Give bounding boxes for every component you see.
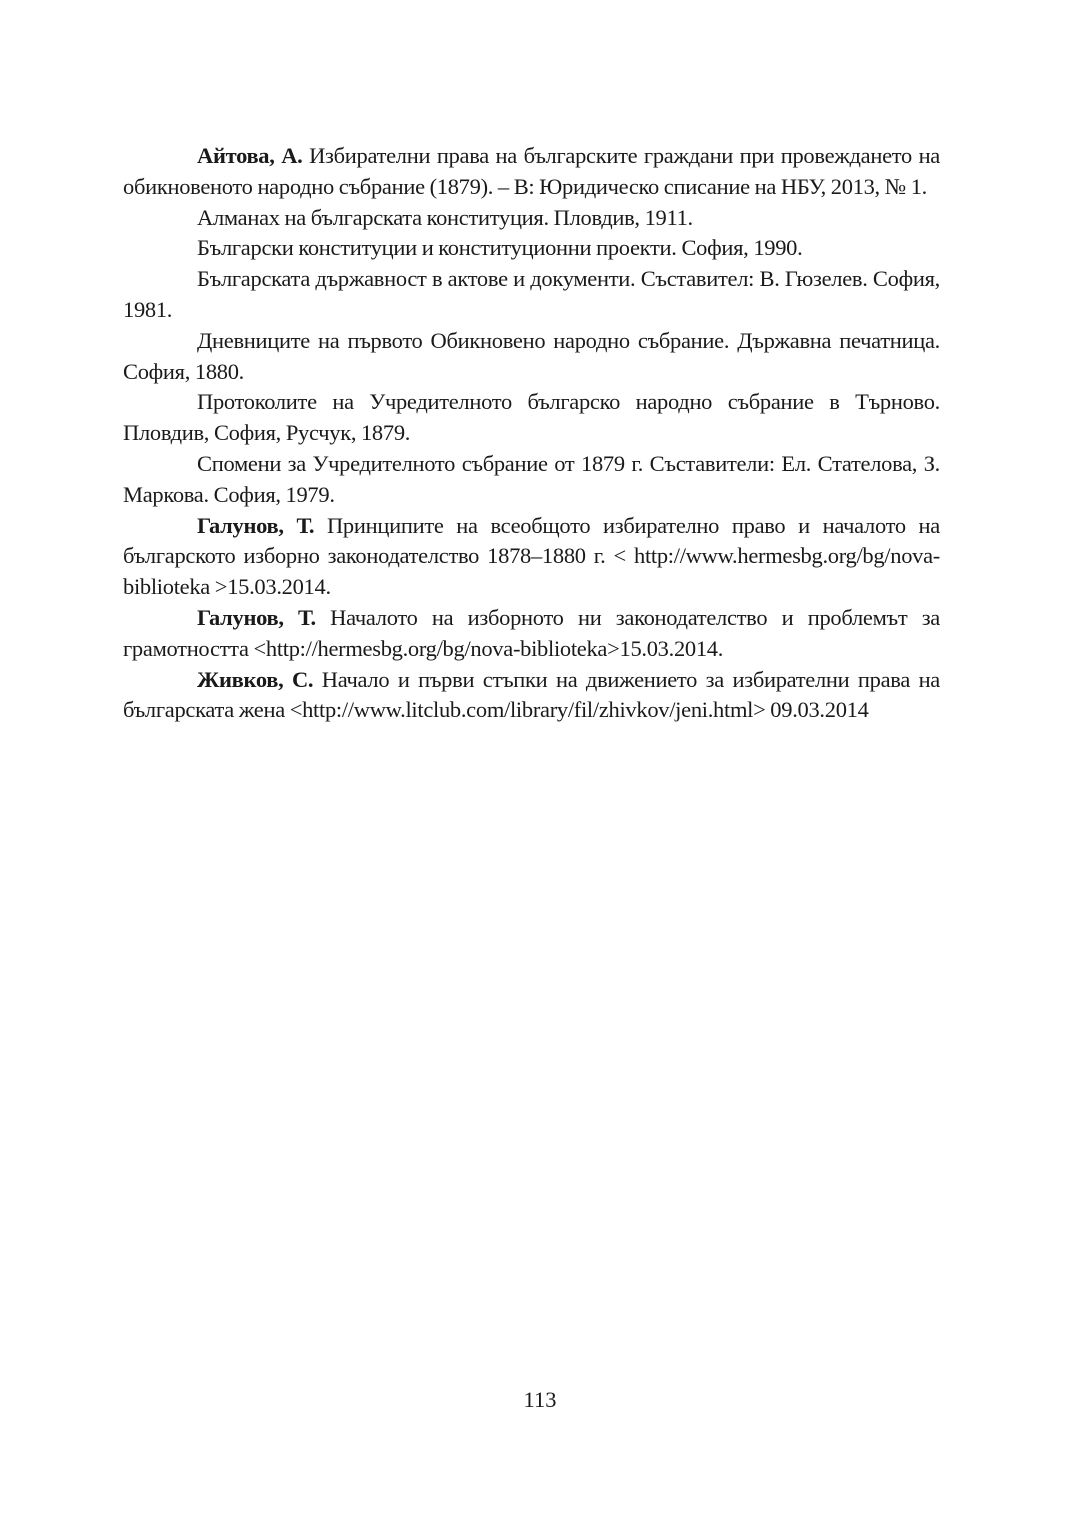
entry-author: Айтова, А. bbox=[197, 143, 303, 168]
entry-text: Начало и първи стъпки на движението за избирателни права на българската жена <http://www.litclub.com/library/fil/zhivkov/jeni.html> 09.03.2014 bbox=[123, 666, 940, 723]
entry-text: Началото на изборното ни законодателство и проблемът за грамотността <http://hermesbg.org/bg/nova-biblioteka>15.03.2014. bbox=[123, 604, 940, 661]
entry-text: Български конституции и конституционни проекти. София, 1990. bbox=[197, 235, 803, 261]
entry-text: Принципите на всеобщото избирателно право и началото на българското изборно законодателство 1878–1880 г. < http://www.hermesbg.org/bg/nova-biblioteka >15.03.2014. bbox=[123, 512, 940, 600]
entry-text: Българската държавност в актове и документи. Съставител: В. Гюзелев. София, 1981. bbox=[123, 266, 940, 322]
bibliography-entry bbox=[123, 387, 940, 449]
bibliography-entry bbox=[123, 233, 940, 264]
bibliography-entry bbox=[123, 203, 940, 234]
entry-author: Галунов, Т. bbox=[197, 604, 316, 630]
entry-text: Спомени за Учредителното събрание от 1879 г. Съставители: Ел. Стателова, З. Маркова. София, 1979. bbox=[123, 450, 940, 507]
entry-text: Алманах на българската конституция. Пловдив, 1911. bbox=[197, 204, 693, 230]
bibliography-entry bbox=[123, 326, 940, 388]
bibliography-entry bbox=[123, 449, 940, 511]
bibliography-entry bbox=[123, 511, 940, 603]
entry-author: Живков, С. bbox=[197, 666, 314, 692]
page-number: 113 bbox=[523, 1387, 557, 1412]
bibliography-entry bbox=[123, 141, 940, 203]
bibliography-entry bbox=[123, 665, 940, 727]
entry-text: Дневниците на първото Обикновено народно събрание. Държавна печатница. София, 1880. bbox=[123, 327, 940, 384]
entry-text: Избирателни права на българските граждани при провеждането на обикновеното народно събрание (1879). – В: Юридическо списание на НБУ, 2013, № 1. bbox=[123, 143, 940, 199]
bibliography-entry bbox=[123, 264, 940, 326]
bibliography-list bbox=[123, 141, 940, 726]
entry-author: Галунов, Т. bbox=[197, 512, 315, 538]
entry-text: Протоколите на Учредителното българско народно събрание в Търново. Пловдив, София, Русчук, 1879. bbox=[123, 389, 940, 446]
bibliography-entry bbox=[123, 603, 940, 665]
